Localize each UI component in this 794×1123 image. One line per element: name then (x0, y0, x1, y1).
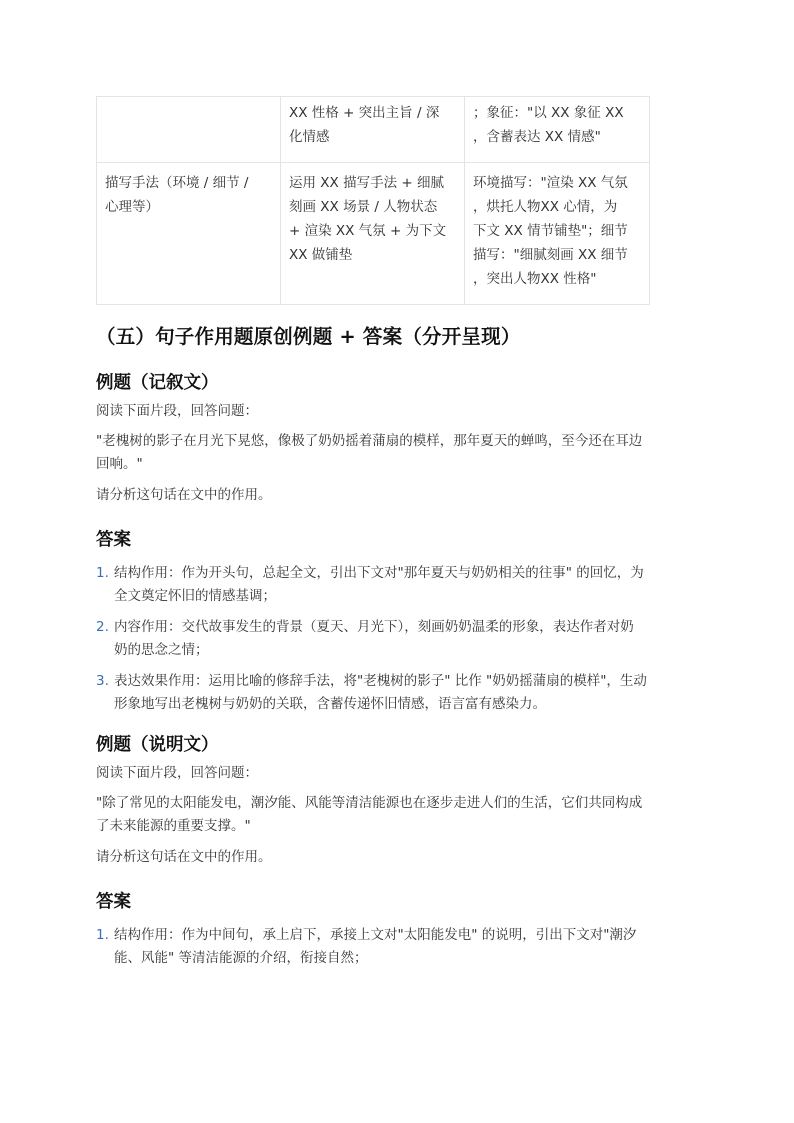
list-item (96, 562, 696, 608)
cell-line: 环境描写："渲染 XX 气氛 (473, 175, 628, 191)
table-cell (97, 97, 281, 163)
table-cell (281, 97, 465, 163)
answer-heading: 答案 (96, 530, 131, 550)
cell-line: + 渲染 XX 气氛 + 为下文 (289, 223, 447, 239)
quote-line: "除了常见的太阳能发电，潮汐能、风能等清洁能源也在逐步走进人们的生活，它们共同构成 (96, 795, 643, 811)
question-text: 请分析这句话在文中的作用。 (96, 849, 272, 865)
item-line: 内容作用：交代故事发生的背景（夏天、月光下），刻画奶奶温柔的形象，表达作者对奶 (114, 619, 634, 635)
document-page (96, 96, 696, 970)
item-line: 结构作用：作为中间句，承上启下，承接上文对"太阳能发电" 的说明，引出下文对"潮汐 (114, 927, 637, 943)
table-row (97, 97, 650, 163)
cell-line: ；象征："以 XX 象征 XX (473, 105, 624, 121)
quote-line: 了未来能源的重要支撑。" (96, 818, 251, 834)
item-line: 能、风能" 等清洁能源的介绍，衔接自然； (114, 950, 368, 966)
cell-line: ，烘托人物XX 心情，为 (473, 199, 618, 215)
example-heading: 例题（说明文） (96, 735, 219, 755)
item-line: 奶的思念之情； (114, 642, 209, 658)
cell-line: ，含蓄表达 XX 情感" (473, 129, 601, 145)
prompt-text: 阅读下面片段，回答问题： (96, 403, 258, 419)
table-cell (97, 163, 281, 305)
answer-list (96, 562, 696, 716)
cell-line: XX 性格 + 突出主旨 / 深 (289, 105, 440, 121)
answer-list (96, 924, 696, 970)
table-row (97, 163, 650, 305)
cell-line: 运用 XX 描写手法 + 细腻 (289, 175, 444, 191)
cell-line: 下文 XX 情节铺垫"；细节 (473, 223, 628, 239)
cell-line: 刻画 XX 场景 / 人物状态 (289, 199, 438, 215)
list-number: 1. (96, 565, 109, 581)
cell-line: 心理等） (105, 199, 159, 215)
cell-line: ，突出人物XX 性格" (473, 271, 597, 287)
section-title: （五）句子作用题原创例题 + 答案（分开呈现） (96, 325, 521, 348)
table-cell (465, 97, 650, 163)
list-number: 2. (96, 619, 109, 635)
answer-heading: 答案 (96, 892, 131, 912)
list-number: 3. (96, 673, 109, 689)
quote-line: "老槐树的影子在月光下晃悠，像极了奶奶摇着蒲扇的模样，那年夏天的蝉鸣，至今还在耳边 (96, 433, 643, 449)
example-heading: 例题（记叙文） (96, 373, 219, 393)
cell-line: 化情感 (289, 129, 330, 145)
cell-line: XX 做铺垫 (289, 247, 353, 263)
table-cell (465, 163, 650, 305)
summary-table (96, 96, 650, 305)
question-text: 请分析这句话在文中的作用。 (96, 487, 272, 503)
item-line: 表达效果作用：运用比喻的修辞手法，将"老槐树的影子" 比作 "奶奶摇蒲扇的模样"，生动 (114, 673, 647, 689)
cell-line: 描写："细腻刻画 XX 细节 (473, 247, 628, 263)
item-line: 形象地写出老槐树与奶奶的关联，含蓄传递怀旧情感，语言富有感染力。 (114, 696, 546, 712)
list-item (96, 670, 696, 716)
table-cell (281, 163, 465, 305)
list-item (96, 924, 696, 970)
item-line: 全文奠定怀旧的情感基调； (114, 588, 276, 604)
item-line: 结构作用：作为开头句，总起全文，引出下文对"那年夏天与奶奶相关的往事" 的回忆，为 (114, 565, 644, 581)
quote-line: 回响。" (96, 456, 143, 472)
cell-line: 描写手法（环境 / 细节 / (105, 175, 249, 191)
list-item (96, 616, 696, 662)
list-number: 1. (96, 927, 109, 943)
prompt-text: 阅读下面片段，回答问题： (96, 765, 258, 781)
